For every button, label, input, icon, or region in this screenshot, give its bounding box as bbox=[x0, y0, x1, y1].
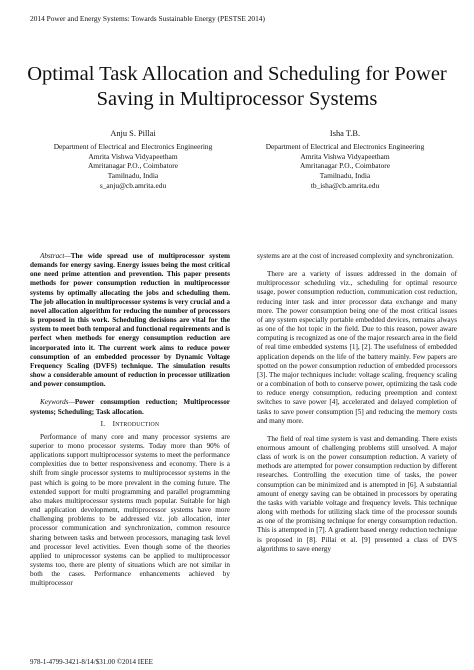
author-state: Tamilnadu, India bbox=[107, 171, 159, 181]
right-paragraph-3: The field of real time system is vast and demanding. There exists enormous amount of challenging problems still unsolved. A major class of work is on the power consumption reduction. A variety of methods are attempted for power consumption reduction by different researches. Controlling the execution time of tasks, the power consumption can be minimized and is attempted in [6]. A substantial amount of energy saving can be obtained in processors by operating the tasks with variable voltage and frequency levels. This technique along with methods for utilizing slack time of the processor sounds as one of the promising technique for energy consumption reduction. This is attempted in [7]. A gradient based energy reduction technique is proposed in [8]. Pillai et al. [9] presented a class of DVS algorithms to save energy bbox=[257, 434, 457, 553]
conference-header: 2014 Power and Energy Systems: Towards Sustainable Energy (PESTSE 2014) bbox=[30, 14, 265, 23]
right-paragraph-1: systems are at the cost of increased complexity and synchronization. bbox=[257, 252, 454, 260]
right-column bbox=[257, 252, 457, 554]
keywords-label: Keywords— bbox=[40, 398, 75, 407]
abstract-label: Abstract— bbox=[40, 252, 71, 260]
author-name: Anju S. Pillai bbox=[110, 129, 156, 138]
right-paragraph-2: There are a variety of issues addressed in the domain of multiprocessor scheduling viz., scheduling for optimal resource usage, power consumption reduction, communication cost reduction, reducing inter task and inter processor data exchange and many more. The power consumption being one of the most critical issues of any system especially portable embedded devices, remains always as one of the hot topic in the field. Due to this reason, power aware computing is recognized as one of the major research area in the field of real time embedded systems [1], [2]. The usefulness of embedded application depends on the life of the battery mainly. Few papers are spotted on the power consumption reduction of embedded processors [3]. The major techniques include: voltage scaling, frequency scaling or a combination of both to conserve power, optimizing the task code to reduce energy consumption, reducing preemption and context switches to save power [4], accelerated and delayed completion of tasks to save power consumption [5] and reducing the memory costs and many more. bbox=[257, 270, 457, 425]
author-address: Amritanagar P.O., Coimbatore bbox=[299, 161, 391, 171]
author-block-1 bbox=[30, 129, 236, 191]
author-state: Tamilnadu, India bbox=[319, 171, 371, 181]
keywords bbox=[30, 398, 230, 416]
author-address: Amritanagar P.O., Coimbatore bbox=[87, 161, 179, 171]
section-heading-smallcaps: NTRODUCTION bbox=[115, 421, 160, 428]
author-university: Amrita Vishwa Vidyapeetham bbox=[88, 151, 178, 161]
abstract-text: The wide spread use of multiprocessor system demands for energy saving. Energy issues being the most critical one need prime attention and prevention. This paper presents methods for power consumption reduction in multiprocessor systems by optimally allocating the jobs and scheduling them. The job allocation in multiprocessor systems is very crucial and a novel allocation algorithm for reducing the number of processors is proposed in this work. Scheduling decisions are vital for the system to meet both temporal and functional requirements and is perfect when methods for energy consumption reduction are incorporated into it. The current work aims to reduce power consumption of an embedded processor by Dynamic Voltage Frequency Scaling (DVFS) technique. The simulation results show a considerable amount of reduction in processor utilization and power consumption. bbox=[30, 252, 230, 389]
title-line-1: Optimal Task Allocation and Scheduling for Power bbox=[27, 63, 447, 85]
section-heading-introduction bbox=[30, 420, 230, 430]
keywords-text: Power consumption reduction; Multiprocessor systems; Scheduling; Task allocation. bbox=[30, 398, 230, 416]
author-email: tb_isha@cb.amrita.edu bbox=[310, 180, 380, 190]
paper-title bbox=[0, 62, 474, 112]
author-block-2 bbox=[242, 129, 448, 191]
copyright-footer: 978-1-4799-3421-8/14/$31.00 ©2014 IEEE bbox=[30, 658, 153, 666]
section-heading-lead: I. I bbox=[100, 419, 116, 428]
abstract bbox=[30, 252, 230, 389]
author-email: s_anju@cb.amrita.edu bbox=[99, 180, 167, 190]
author-department: Department of Electrical and Electronics Engineering bbox=[53, 141, 213, 151]
title-line-2: Saving in Multiprocessor Systems bbox=[96, 88, 378, 110]
author-name: Isha T.B. bbox=[329, 129, 361, 138]
author-university: Amrita Vishwa Vidyapeetham bbox=[300, 151, 390, 161]
author-department: Department of Electrical and Electronics Engineering bbox=[265, 141, 425, 151]
intro-paragraph-1: Performance of many core and many processor systems are superior to mono processor systems. Today more than 90% of applications support multiprocessor systems to meet the performance complexities due to better responsiveness and economy. There is a shift from single processor systems to multiprocessor systems in the past which is going to be more prevalent in the coming future. The extended support for multi programming and parallel programming also makes multiprocessor systems much popular. Suitable for high end application development, multiprocessor systems have more challenging problems to be addressed viz. job allocation, inter processor communication and synchronization, common resource sharing between tasks and between processors, managing task level and processor level activities. Even though some of the theories applied to uniprocessor systems can be applied to multiprocessor systems too, there are plenty of situations which are not similar in both the cases. Performance enhancements achieved by multiprocessor bbox=[30, 432, 230, 588]
left-column bbox=[30, 252, 230, 588]
